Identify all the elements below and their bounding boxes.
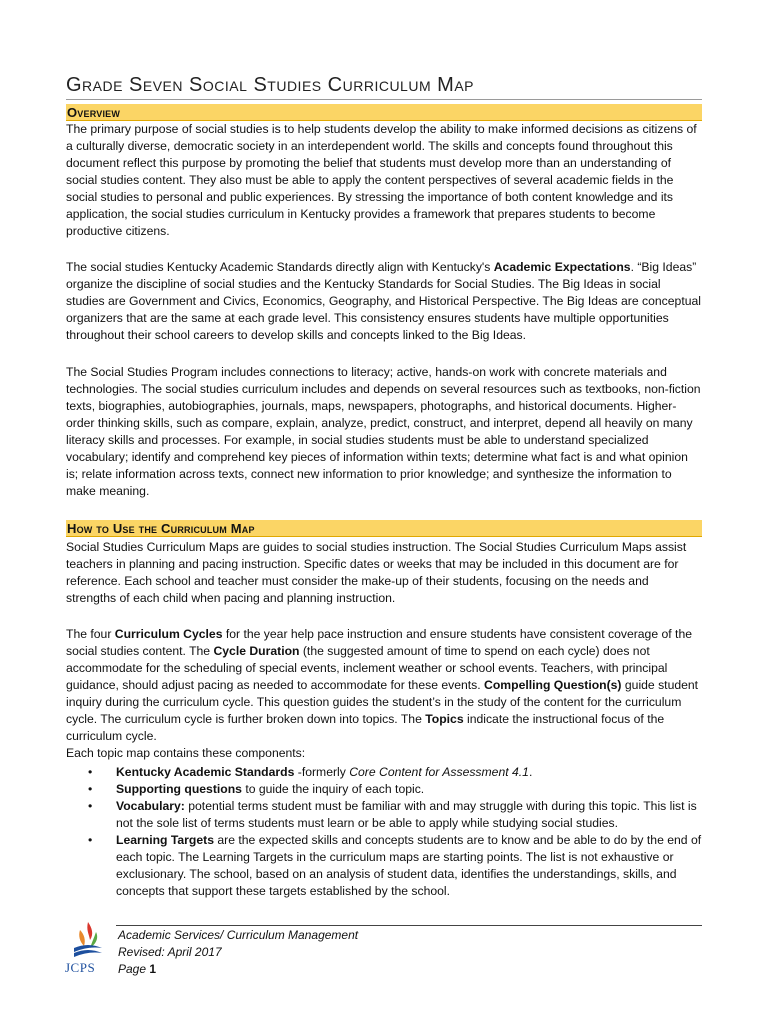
bullet-icon: • bbox=[88, 765, 93, 779]
jcps-flame-icon bbox=[64, 920, 112, 960]
bullet-tail: . bbox=[528, 765, 533, 779]
bullet-term: Supporting questions bbox=[116, 782, 242, 796]
bullet-text: -formerly bbox=[294, 765, 350, 779]
text-run: indicate the instructional focus of the curriculum cycle. bbox=[66, 712, 665, 743]
list-item bbox=[66, 798, 702, 832]
overview-paragraph-3: The Social Studies Program includes connections to literacy; active, hands-on work with concrete materials and technologies. The social studies curriculum includes and depends on several resources such as textbooks, non-fiction texts, biographies, autobiographies, journals, maps, newspapers, photographs, and historical documents. Higher-order thinking skills, such as compare, explain, analyze, predict, construct, and interpret, depend all heavily on many literacy skills and processes. For example, in social studies students must be able to understand specialized vocabulary; identify and comprehend key pieces of information within texts; determine what fact is and what opinion is; relate information across texts, connect new information to prior knowledge; and synthesize the information to make meaning. bbox=[66, 365, 701, 498]
cycle-duration-term: Cycle Duration bbox=[213, 644, 300, 658]
footer bbox=[118, 927, 358, 978]
bullet-text: are the expected skills and concepts students are to know and be able to do by the end of each topic. The Learning Targets in the curriculum maps are starting points. The list is not exhaustive or exclusionary. The school, based on an analysis of student data, identifies the understandings, skills, and concepts that support these targets established by the school. bbox=[116, 833, 702, 898]
overview-heading-band bbox=[66, 104, 702, 121]
bullet-term: Learning Targets bbox=[116, 833, 214, 847]
footer-rule bbox=[116, 925, 702, 926]
text-run: The social studies Kentucky Academic Standards directly align with Kentucky's bbox=[66, 260, 494, 274]
text-run: for the year help pace instruction and ensure students have consistent coverage of the social studies content. The bbox=[66, 627, 692, 658]
bullet-text: to guide the inquiry of each topic. bbox=[241, 782, 425, 796]
footer-department: Academic Services/ Curriculum Management bbox=[118, 928, 359, 942]
academic-expectations-term: Academic Expectations bbox=[493, 260, 631, 274]
page-label: Page bbox=[118, 962, 150, 976]
bullet-icon: • bbox=[88, 782, 93, 796]
logo-text: JCPS bbox=[65, 960, 96, 975]
topics-term: Topics bbox=[425, 712, 464, 726]
compelling-questions-term: Compelling Question(s) bbox=[484, 678, 622, 692]
how-to-paragraph-2 bbox=[66, 626, 702, 745]
overview-paragraph-1: The primary purpose of social studies is to help students develop the ability to make informed decisions as citizens of a culturally diverse, democratic society in an interdependent world. The skills and concepts found throughout this document reflect this purpose by promoting the belief that students must develop more than an understanding of social studies content. They also must be able to apply the content perspectives of several academic fields in the social studies to personal and public experiences. By stressing the importance of both content knowledge and its application, the social studies curriculum in Kentucky provides a framework that prepares students to become productive citizens. bbox=[66, 122, 697, 238]
bullet-icon: • bbox=[88, 833, 93, 847]
page-title: Grade Seven Social Studies Curriculum Map bbox=[66, 74, 475, 96]
text-run: (the suggested amount of time to spend on each cycle) does not accommodate for the scheduling of special events, inclement weather or school events. Teachers, with principal guidance, should adjust pacing as needed to accommodate for these events. bbox=[66, 644, 668, 692]
how-to-paragraph-1: Social Studies Curriculum Maps are guides to social studies instruction. The Social Studies Curriculum Maps assist teachers in planning and pacing instruction. Specific dates or weeks that may be included in this document are for reference. Each school and teacher must consider the make-up of their students, focusing on the needs and strengths of each child when pacing and planning instruction. bbox=[66, 540, 687, 605]
components-list bbox=[66, 764, 702, 900]
components-intro: Each topic map contains these components: bbox=[66, 746, 306, 760]
overview-paragraph-2 bbox=[66, 259, 702, 344]
footer-revised: Revised: April 2017 bbox=[118, 945, 222, 959]
list-item bbox=[66, 781, 702, 798]
how-to-heading-band bbox=[66, 520, 702, 537]
text-run: . “Big Ideas” organize the discipline of social studies and the Kentucky Standards for Social Studies. The Big Ideas in social studies are Government and Civics, Economics, Geography, and Historical Perspective. The Big Ideas are conceptual organizers that are the same at each grade level. This consistency ensures students have multiple opportunities throughout their school careers to develop skills and concepts linked to the Big Ideas. bbox=[66, 260, 701, 342]
text-run: The four bbox=[66, 627, 115, 641]
footer-page bbox=[118, 961, 358, 978]
how-to-heading: How to Use the Curriculum Map bbox=[67, 521, 255, 536]
text-run: guide student inquiry during the curriculum cycle. This question guides the student’s in the study of the content for the curriculum cycle. The curriculum cycle is further broken down into topics. The bbox=[66, 678, 699, 726]
list-item bbox=[66, 764, 702, 781]
page-number: 1 bbox=[149, 962, 157, 976]
list-item bbox=[66, 832, 702, 900]
bullet-italic: Core Content for Assessment 4.1 bbox=[349, 765, 529, 779]
bullet-icon: • bbox=[88, 799, 93, 813]
bullet-term: Kentucky Academic Standards bbox=[116, 765, 295, 779]
curriculum-cycles-term: Curriculum Cycles bbox=[114, 627, 223, 641]
bullet-term: Vocabulary: bbox=[116, 799, 185, 813]
bullet-text: potential terms student must be familiar with and may struggle with during this topic. This list is not the sole list of terms students must learn or be able to apply while studying social studies. bbox=[116, 799, 697, 830]
overview-heading: Overview bbox=[67, 105, 121, 120]
title-rule bbox=[66, 99, 702, 100]
